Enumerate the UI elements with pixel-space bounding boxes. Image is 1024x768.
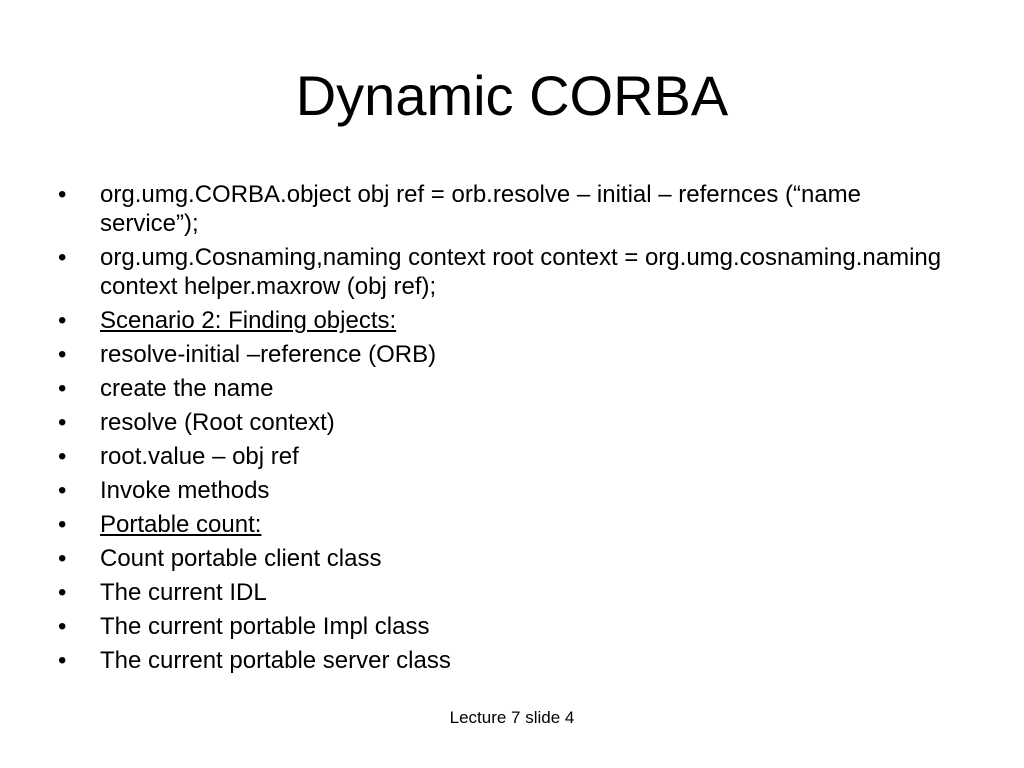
bullet-text: Invoke methods	[100, 477, 270, 504]
bullet-text: create the name	[100, 375, 274, 402]
bullet-icon: •	[58, 443, 67, 470]
bullet-item	[58, 544, 958, 573]
bullet-icon: •	[58, 409, 67, 436]
section-heading-portable: Portable count:	[100, 511, 262, 538]
bullet-item	[58, 374, 958, 403]
bullet-icon: •	[58, 647, 67, 674]
bullet-text: The current IDL	[100, 579, 267, 606]
slide-footer: Lecture 7 slide 4	[449, 708, 575, 727]
section-heading-scenario: Scenario 2: Finding objects:	[100, 307, 397, 334]
bullet-list	[58, 180, 958, 680]
bullet-item	[58, 510, 958, 539]
bullet-text: org.umg.CORBA.object obj ref = orb.resolve – initial – refernces (“name service”);	[100, 181, 862, 237]
bullet-item	[58, 646, 958, 675]
bullet-icon: •	[58, 244, 67, 271]
bullet-icon: •	[58, 511, 67, 538]
bullet-item	[58, 578, 958, 607]
bullet-icon: •	[58, 307, 67, 334]
bullet-text: root.value – obj ref	[100, 443, 299, 470]
bullet-text: Count portable client class	[100, 545, 382, 572]
bullet-item	[58, 243, 958, 301]
bullet-item	[58, 306, 958, 335]
bullet-icon: •	[58, 375, 67, 402]
bullet-icon: •	[58, 545, 67, 572]
bullet-item	[58, 340, 958, 369]
bullet-text: The current portable server class	[100, 647, 451, 674]
bullet-item	[58, 442, 958, 471]
bullet-text: resolve (Root context)	[100, 409, 335, 436]
bullet-text: resolve-initial –reference (ORB)	[100, 341, 437, 368]
bullet-icon: •	[58, 341, 67, 368]
bullet-icon: •	[58, 181, 67, 208]
bullet-icon: •	[58, 613, 67, 640]
bullet-item	[58, 408, 958, 437]
bullet-text: org.umg.Cosnaming,naming context root context = org.umg.cosnaming.naming context helper.maxrow (obj ref);	[100, 244, 942, 300]
bullet-icon: •	[58, 477, 67, 504]
bullet-icon: •	[58, 579, 67, 606]
bullet-item	[58, 180, 958, 238]
bullet-item	[58, 612, 958, 641]
bullet-item	[58, 476, 958, 505]
bullet-text: The current portable Impl class	[100, 613, 430, 640]
slide-title: Dynamic CORBA	[295, 64, 729, 127]
